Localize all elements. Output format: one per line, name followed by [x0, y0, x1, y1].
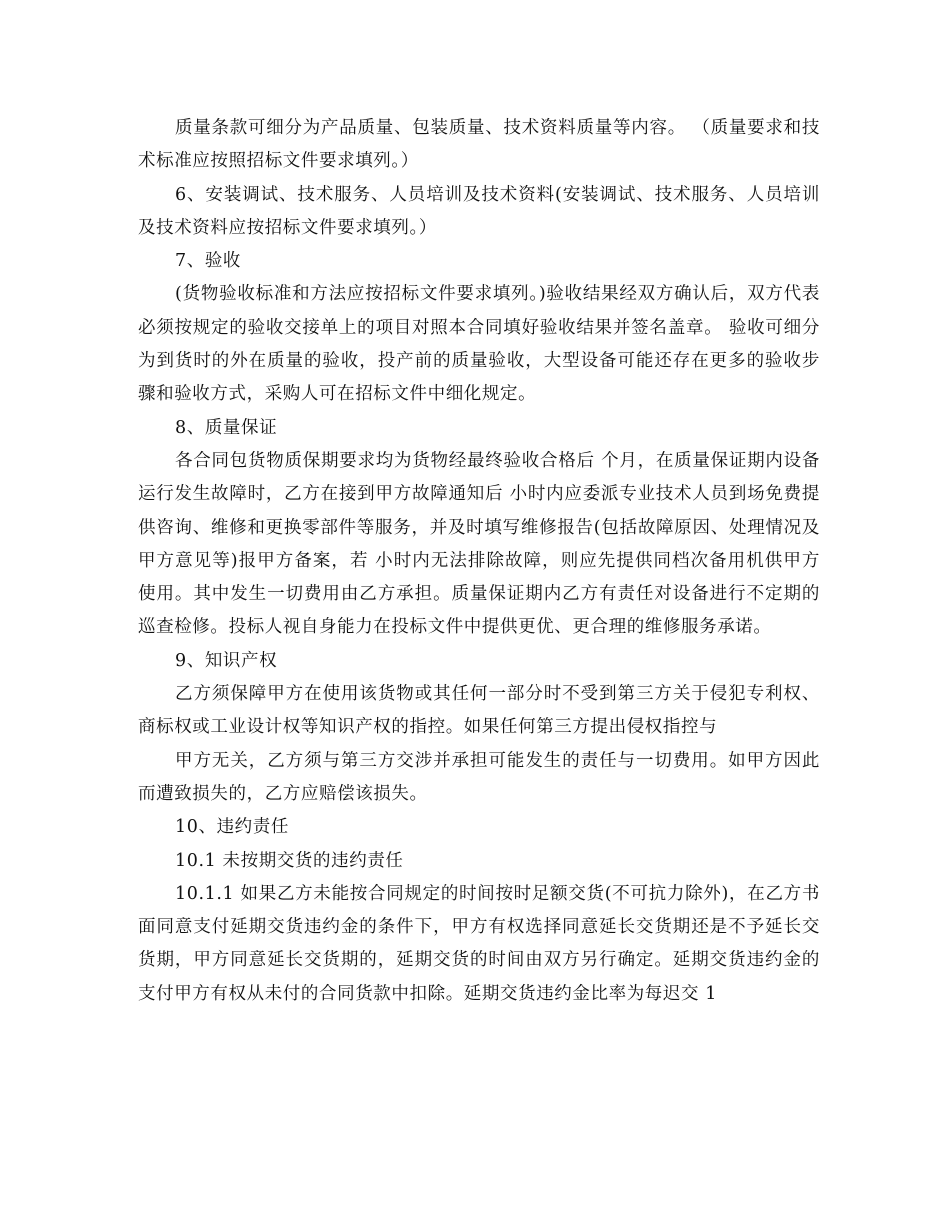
paragraph-quality-terms: 质量条款可细分为产品质量、包装质量、技术资料质量等内容。 （质量要求和技术标准应按照招标文件要求填列。） [138, 118, 820, 172]
document-body [138, 112, 820, 1011]
heading-section-8: 8、质量保证 [175, 417, 278, 438]
heading-section-10-1: 10.1 未按期交货的违约责任 [175, 850, 404, 871]
paragraph-acceptance: (货物验收标准和方法应按招标文件要求填列。)验收结果经双方确认后，双方代表必须按规定的验收交接单上的项目对照本合同填好验收结果并签名盖章。 验收可细分为到货时的外在质量的验收，投产前的质量验收，大型设备可能还存在更多的验收步骤和验收方式，采购人可在招标文件中细化规定。 [138, 284, 820, 405]
paragraph-section-6: 6、安装调试、技术服务、人员培训及技术资料(安装调试、技术服务、人员培训及技术资料应按招标文件要求填列。） [138, 184, 820, 238]
heading-section-7: 7、验收 [175, 251, 242, 272]
paragraph-warranty: 各合同包货物质保期要求均为货物经最终验收合格后 个月，在质量保证期内设备运行发生故障时，乙方在接到甲方故障通知后 小时内应委派专业技术人员到场免费提供咨询、维修和更换零部件等服务，并及时填写维修报告(包括故障原因、处理情况及甲方意见等)报甲方备案，若 小时内无法排除故障，则应先提供同档次备用机供甲方使用。其中发生一切费用由乙方承担。质量保证期内乙方有责任对设备进行不定期的巡查检修。投标人视自身能力在投标文件中提供更优、更合理的维修服务承诺。 [138, 450, 820, 638]
heading-section-10: 10、违约责任 [175, 817, 289, 838]
paragraph-ip-2: 甲方无关，乙方须与第三方交涉并承担可能发生的责任与一切费用。如甲方因此而遭致损失的，乙方应赔偿该损失。 [138, 750, 820, 804]
heading-section-9: 9、知识产权 [175, 650, 278, 671]
paragraph-10-1-1: 10.1.1 如果乙方未能按合同规定的时间按时足额交货(不可抗力除外)，在乙方书面同意支付延期交货违约金的条件下，甲方有权选择同意延长交货期还是不予延长交货期，甲方同意延长交货期的，延期交货的时间由双方另行确定。延期交货违约金的支付甲方有权从未付的合同货款中扣除。延期交货违约金比率为每迟交 1 [138, 883, 820, 1004]
paragraph-ip-1: 乙方须保障甲方在使用该货物或其任何一部分时不受到第三方关于侵犯专利权、商标权或工业设计权等知识产权的指控。如果任何第三方提出侵权指控与 [138, 684, 820, 738]
